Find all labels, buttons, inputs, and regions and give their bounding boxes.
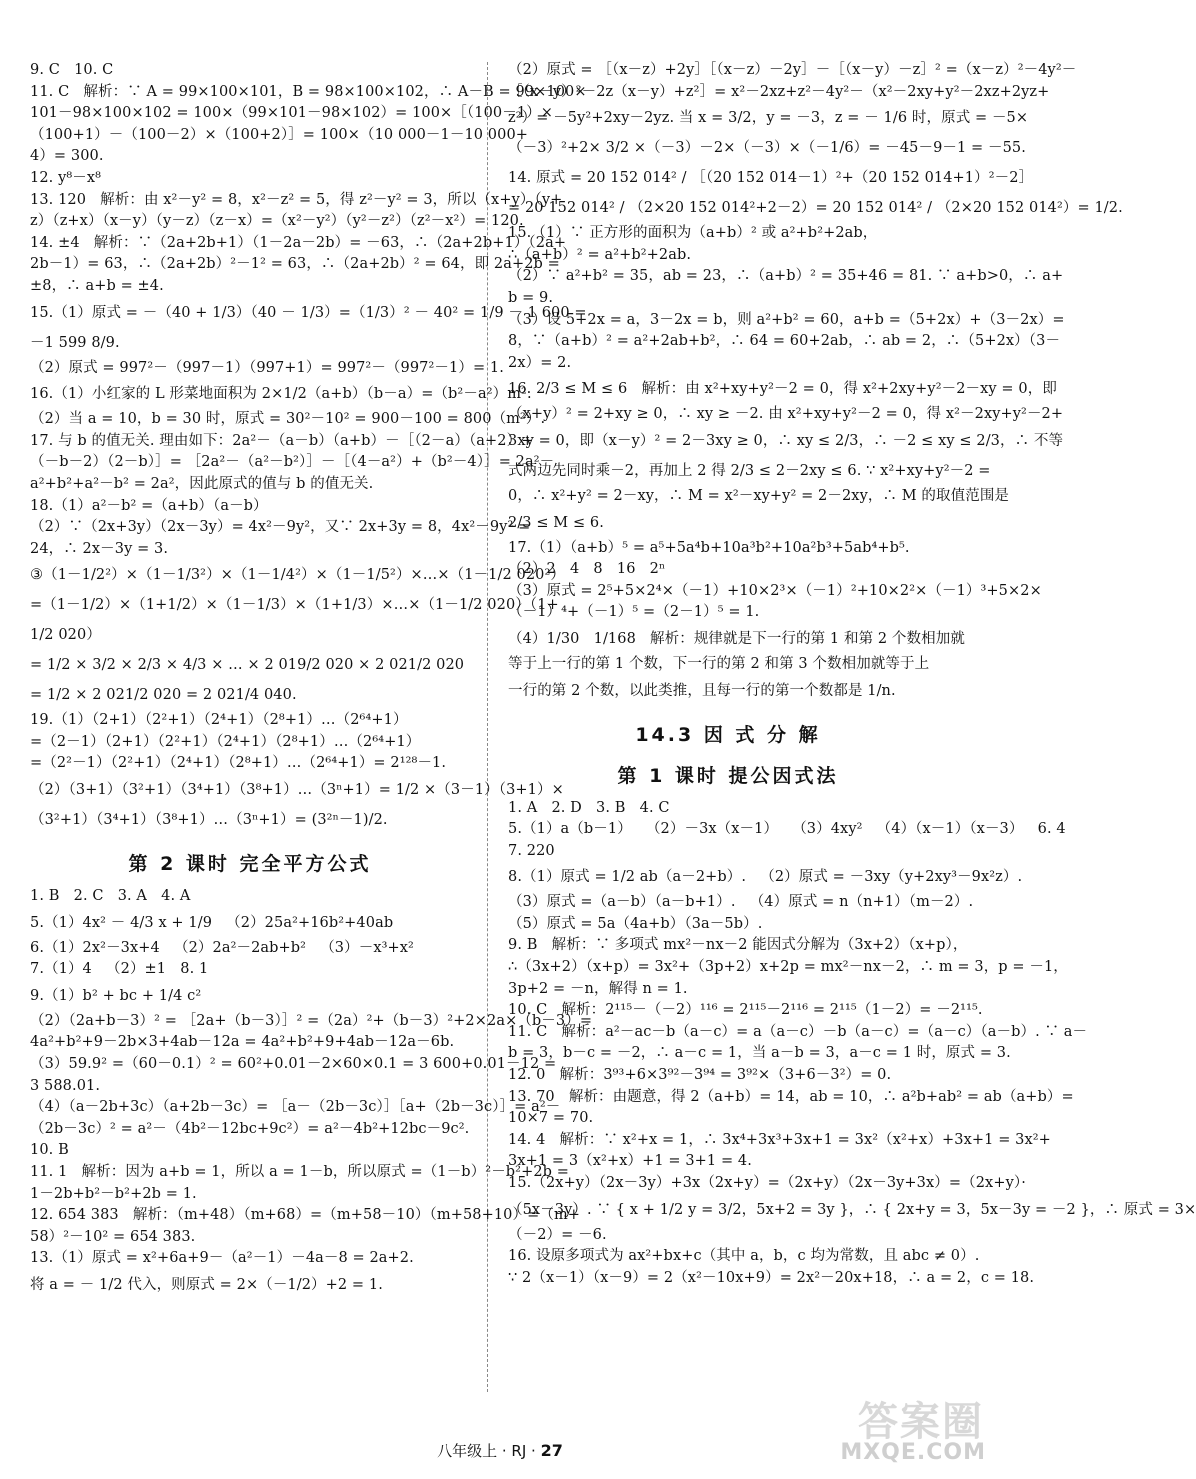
answer-line: （2）∵ a²+b² = 35，ab = 23，∴（a+b）² = 35+46 = 81. ∵ a+b>0，∴ a+ <box>508 268 1064 285</box>
answer-line: ∵ 2（x－1）（x－9）= 2（x²－10x+9）= 2x²－20x+18，∴ a = 2，c = 18. <box>508 1269 1035 1286</box>
answer-line: 4a²+b²+9－2b×3+4ab－12a = 4a²+b²+9+4ab－12a－6b. <box>30 1034 455 1051</box>
answer-line: （5x－3y）. ∵ { x + 1/2 y = 3/2，5x+2 = 3y }，∴ { 2x+y = 3，5x－3y = －2 }，∴ 原式 = 3× <box>508 1201 1196 1218</box>
answer-line: ±8，∴ a+b = ±4. <box>30 277 164 294</box>
answer-line: 12. y⁸－x⁸ <box>30 169 102 186</box>
answer-line: 1－2b+b²－b²+2b = 1. <box>30 1185 197 1202</box>
answer-line: 13. 70 解析：由题意，得 2（a+b）= 14，ab = 10，∴ a²b+ab² = ab（a+b）= <box>508 1088 1074 1105</box>
answer-line: 10. C 解析：2¹¹⁵－（－2）¹¹⁶ = 2¹¹⁵－2¹¹⁶ = 2¹¹⁵（1－2）= －2¹¹⁵. <box>508 1002 983 1019</box>
answer-line: （4）（a－2b+3c）（a+2b－3c）= ［a－（2b－3c）］［a+（2b－3c）］= a²－ <box>30 1099 561 1116</box>
answer-line: 7. 220 <box>508 842 555 859</box>
answer-line: （3）59.9² =（60－0.1）² = 60²+0.01－2×60×0.1 = 3 600+0.01－12 = <box>30 1056 557 1073</box>
answer-line: 15.（2x+y）（2x－3y）+3x（2x+y）=（2x+y）（2x－3y+3x）=（2x+y）· <box>508 1175 1026 1191</box>
answer-line: （3）原式 = 2⁵+5×2⁴×（－1）+10×2³×（－1）²+10×2²×（－1）³+5×2× <box>508 582 1042 599</box>
answer-line: 18.（1）a²－b² =（a+b）（a－b） <box>30 497 268 514</box>
answer-line: 11. 1 解析：因为 a+b = 1，所以 a = 1－b，所以原式 =（1－b）²－b²+2b = <box>30 1164 570 1180</box>
answer-line: 17.（1）（a+b）⁵ = a⁵+5a⁴b+10a³b²+10a²b³+5ab⁴+b⁵. <box>508 539 910 556</box>
answer-line: （2b－3c）² = a²－（4b²－12bc+9c²）= a²－4b²+12bc－9c². <box>30 1120 470 1137</box>
answer-line: 7.（1）4 （2）±1 8. 1 <box>30 961 209 978</box>
answer-line: ③（1－1/2²）×（1－1/3²）×（1－1/4²）×（1－1/5²）×…×（1－1/2 020²） <box>30 567 565 584</box>
answer-line: 17. 与 b 的值无关. 理由如下：2a²－（a－b）（a+b）－［（2－a）（a+2）+ <box>30 432 534 449</box>
answer-line: （100+1）－（100－2）×（100+2）］= 100×（10 000－1－10 000+ <box>30 126 529 143</box>
page-number: 27 <box>540 1441 563 1460</box>
answer-line: 12. 654 383 解析：（m+48）（m+68）=（m+58－10）（m+58+10）=（m+ <box>30 1207 581 1224</box>
answer-line: 5.（1）a（b－1） （2）－3x（x－1） （3）4xy² （4）（x－1）（x－3） 6. 4 <box>508 821 1066 838</box>
answer-line: （2）当 a = 10，b = 30 时，原式 = 30²－10² = 900－100 = 800（m²）. <box>30 411 546 428</box>
answer-line: （2）（2a+b－3）² = ［2a+（b－3）］² =（2a）²+（b－3）²+2×2a×（b－3）= <box>30 1012 593 1029</box>
answer-line: （x+y）² = 2+xy ≥ 0，∴ xy ≥ －2. 由 x²+xy+y²－2 = 0，得 x²－2xy+y²－2+ <box>508 406 1064 423</box>
answer-line: = 20 152 014² / （2×20 152 014²+2－2）= 20 152 014² / （2×20 152 014²）= 1/2. <box>508 200 1123 217</box>
right-answers-part2 <box>508 798 1196 1290</box>
answer-line: 4）= 300. <box>30 148 104 165</box>
answer-line: 3 588.01. <box>30 1077 101 1094</box>
answer-line: 8.（1）原式 = 1/2 ab（a－2+b）. （2）原式 = －3xy（y+2xy³－9x²z）. <box>508 869 1023 886</box>
answer-line: = 1/2 × 3/2 × 2/3 × 4/3 × … × 2 019/2 020 × 2 021/2 020 <box>30 657 465 674</box>
answer-line: 2/3 ≤ M ≤ 6. <box>508 514 604 531</box>
answer-line: －1 599 8/9. <box>30 334 120 351</box>
answer-line: 19.（1）（2+1）（2²+1）（2⁴+1）（2⁸+1）…（2⁶⁴+1） <box>30 712 408 729</box>
right-column <box>508 60 1196 1289</box>
answer-line: ∴（a+b）² = a²+b²+2ab. <box>508 246 692 263</box>
answer-line: （2）∵（2x+3y）（2x－3y）= 4x²－9y²，又∵ 2x+3y = 8，4x²－9y² = <box>30 519 531 536</box>
answer-line: 11. C 解析：a²－ac－b（a－c）= a（a－c）－b（a－c）=（a－c）（a－b）. ∵ a－ <box>508 1023 1088 1040</box>
answer-line: 8，∵（a+b）² = a²+2ab+b²，∴ 64 = 60+2ab，∴ ab = 2，∴（5+2x）（3－ <box>508 333 1061 350</box>
answer-line: 9. C 10. C <box>30 62 114 78</box>
answer-line: 10×7 = 70. <box>508 1110 594 1127</box>
answer-line: 1. A 2. D 3. B 4. C <box>508 799 670 816</box>
answer-line: 2x）= 2. <box>508 354 572 371</box>
answer-line: 3p+2 = －n，解得 n = 1. <box>508 980 688 997</box>
answer-line: 等于上一行的第 1 个数，下一行的第 2 和第 3 个数相加就等于上 <box>508 655 930 672</box>
answer-line: （－1）⁴+（－1）⁵ =（2－1）⁵ = 1. <box>508 604 760 621</box>
answer-line: 3x+1 = 3（x²+x）+1 = 3+1 = 4. <box>508 1153 752 1170</box>
answer-line: （2）原式 = ［（x－z）+2y］［（x－z）－2y］－［（x－y）－z］² =（x－z）²－4y²－ <box>508 62 1077 78</box>
answer-line: 3xy = 0，即（x－y）² = 2－3xy ≥ 0，∴ xy ≤ 2/3，∴ －2 ≤ xy ≤ 2/3，∴ 不等 <box>508 432 1064 449</box>
answer-line: b = 3，b－c = －2，∴ a－c = 1，当 a－b = 3，a－c = 1 时，原式 = 3. <box>508 1045 1011 1062</box>
answer-line: （2）2 4 8 16 2ⁿ <box>508 561 666 578</box>
answer-line: 16. 2/3 ≤ M ≤ 6 解析：由 x²+xy+y²－2 = 0，得 x²+2xy+y²－2－xy = 0，即 <box>508 381 1057 398</box>
answer-line: 1/2 020） <box>30 627 101 644</box>
right-answers-part1 <box>508 60 1123 706</box>
lesson-heading-common-factor: 第 1 课时 提公因式法 <box>617 764 839 787</box>
answer-line: =（2²－1）（2²+1）（2⁴+1）（2⁸+1）…（2⁶⁴+1）= 2¹²⁸－1. <box>30 755 447 772</box>
answer-line: 2b－1）= 63，∴（2a+2b）²－1² = 63，∴（2a+2b）² = 64，即 2a+2b = <box>30 256 560 273</box>
answer-line: z²）= －5y²+2xy－2yz. 当 x = 3/2，y = －3，z = － 1/6 时，原式 = －5× <box>508 110 1029 127</box>
answer-line: （3²+1）（3⁴+1）（3⁸+1）…（3ⁿ+1）= (3²ⁿ－1)/2. <box>30 812 388 829</box>
answer-line: 1. B 2. C 3. A 4. A <box>30 888 191 905</box>
answer-line: （－b－2）（2－b）］= ［2a²－（a²－b²）］－［（4－a²）+（b²－4）］= 2a²－ <box>30 454 555 471</box>
answer-line: 10. B <box>30 1142 69 1159</box>
answer-line: 13. 120 解析：由 x²－y² = 8，x²－z² = 5，得 z²－y² = 3，所以（x+y）（y+ <box>30 191 563 208</box>
answer-line: =（2－1）（2+1）（2²+1）（2⁴+1）（2⁸+1）…（2⁶⁴+1） <box>30 733 421 750</box>
answer-line: 9. B 解析：∵ 多项式 mx²－nx－2 能因式分解为（3x+2）（x+p）， <box>508 937 968 954</box>
answer-line: =（1－1/2）×（1+1/2）×（1－1/3）×（1+1/3）×…×（1－1/2 020）（1+ <box>30 597 559 614</box>
answer-line: z）（z+x）（x－y）（y－z）（z－x）=（x²－y²）（y²－z²）（z²－x²）= 120. <box>30 213 524 230</box>
answer-line: 6.（1）2x²－3x+4 （2）2a²－2ab+b² （3）－x³+x² <box>30 939 414 956</box>
answer-line: （3）设 5+2x = a，3－2x = b，则 a²+b² = 60，a+b =（5+2x）+（3－2x）= <box>508 311 1065 328</box>
answer-line: 16.（1）小红家的 L 形菜地面积为 2×1/2（a+b）（b－a）=（b²－a²）m². <box>30 386 532 403</box>
answer-line: ∴（3x+2）（x+p）= 3x²+（3p+2）x+2p = mx²－nx－2，∴ m = 3，p = －1， <box>508 959 1068 976</box>
answer-line: b = 9. <box>508 289 554 306</box>
answer-line: 0，∴ x²+y² = 2－xy，∴ M = x²－xy+y² = 2－2xy，∴ M 的取值范围是 <box>508 487 1010 504</box>
answer-line: 14. 原式 = 20 152 014² / ［（20 152 014－1）²+（20 152 014+1）²－2］ <box>508 170 1034 187</box>
answer-line: 11. C 解析：∵ A = 99×100×101，B = 98×100×102，∴ A－B = 99×100× <box>30 83 587 100</box>
answer-line: （2）原式 = 997²－（997－1）（997+1）= 997²－（997²－1）= 1. <box>30 359 504 376</box>
answer-line: （4）1/30 1/168 解析：规律就是下一行的第 1 和第 2 个数相加就 <box>508 630 965 647</box>
answer-line: 24，∴ 2x－3y = 3. <box>30 540 169 557</box>
answer-line: = 1/2 × 2 021/2 020 = 2 021/4 040. <box>30 687 297 704</box>
watermark-logo <box>820 1390 990 1468</box>
answer-line: 13.（1）原式 = x²+6a+9－（a²－1）－4a－8 = 2a+2. <box>30 1250 414 1267</box>
answer-line: 101－98×100×102 = 100×（99×101－98×102）= 100×［（100－1）× <box>30 105 554 122</box>
answer-line: 9.（1）b² + bc + 1/4 c² <box>30 987 202 1004</box>
watermark-text-bottom: MXQE.COM <box>840 1440 986 1465</box>
answer-line: 15.（1）∵ 正方形的面积为（a+b）² 或 a²+b²+2ab， <box>508 225 878 242</box>
grade-label: 八年级上 · RJ · <box>437 1442 541 1460</box>
answer-line: （5）原式 = 5a（4a+b）（3a－5b）. <box>508 915 763 932</box>
answer-line: 14. ±4 解析：∵（2a+2b+1）（1－2a－2b）= －63，∴（2a+2b+1）（2a+ <box>30 234 567 251</box>
answer-line: 16. 设原多项式为 ax²+bx+c（其中 a，b，c 均为常数，且 abc ≠ 0）. <box>508 1248 980 1265</box>
answer-line: 将 a = － 1/2 代入，则原式 = 2×（－1/2）+2 = 1. <box>30 1276 383 1293</box>
answer-line: 5.（1）4x² － 4/3 x + 1/9 （2）25a²+16b²+40ab <box>30 914 394 931</box>
answer-line: ［（x－y）²－2z（x－y）+z²］= x²－2xz+z²－4y²－（x²－2xy+y²－2xz+2yz+ <box>508 83 1050 100</box>
answer-line: 一行的第 2 个数，以此类推，且每一行的第一个数都是 1/n. <box>508 682 896 699</box>
watermark-text-top: 答案圈 <box>858 1399 984 1445</box>
answer-line: 58）²－10² = 654 383. <box>30 1228 196 1245</box>
lesson-heading-perfect-square: 第 2 课时 完全平方公式 <box>128 853 372 876</box>
answer-line: （－2）= －6. <box>508 1226 607 1243</box>
answer-line: 15.（1）原式 = －（40 + 1/3）（40 － 1/3）=（1/3）² － 40² = 1/9 － 1 600 = <box>30 304 587 321</box>
section-title-factorization: 14.3 因 式 分 解 <box>635 723 821 746</box>
answer-line: （3）原式 =（a－b）（a－b+1）. （4）原式 = n（n+1）（m－2）. <box>508 894 974 911</box>
answer-line: （2）（3+1）（3²+1）（3⁴+1）（3⁸+1）…（3ⁿ+1）= 1/2 ×（3－1）（3+1）× <box>30 782 564 799</box>
answer-line: （－3）²+2× 3/2 ×（－3）－2×（－3）×（－1/6）= －45－9－1 = －55. <box>508 140 1026 157</box>
answer-line: 14. 4 解析：∵ x²+x = 1，∴ 3x⁴+3x³+3x+1 = 3x²（x²+x）+3x+1 = 3x²+ <box>508 1131 1051 1148</box>
answer-line: a²+b²+a²－b² = 2a²，因此原式的值与 b 的值无关. <box>30 475 374 492</box>
answer-line: 12. 0 解析：3⁹³+6×3⁹²－3⁹⁴ = 3⁹²×（3+6－3²）= 0. <box>508 1067 892 1084</box>
answer-line: 式两边先同时乘－2，再加上 2 得 2/3 ≤ 2－2xy ≤ 6. ∵ x²+xy+y²－2 = <box>508 462 991 479</box>
